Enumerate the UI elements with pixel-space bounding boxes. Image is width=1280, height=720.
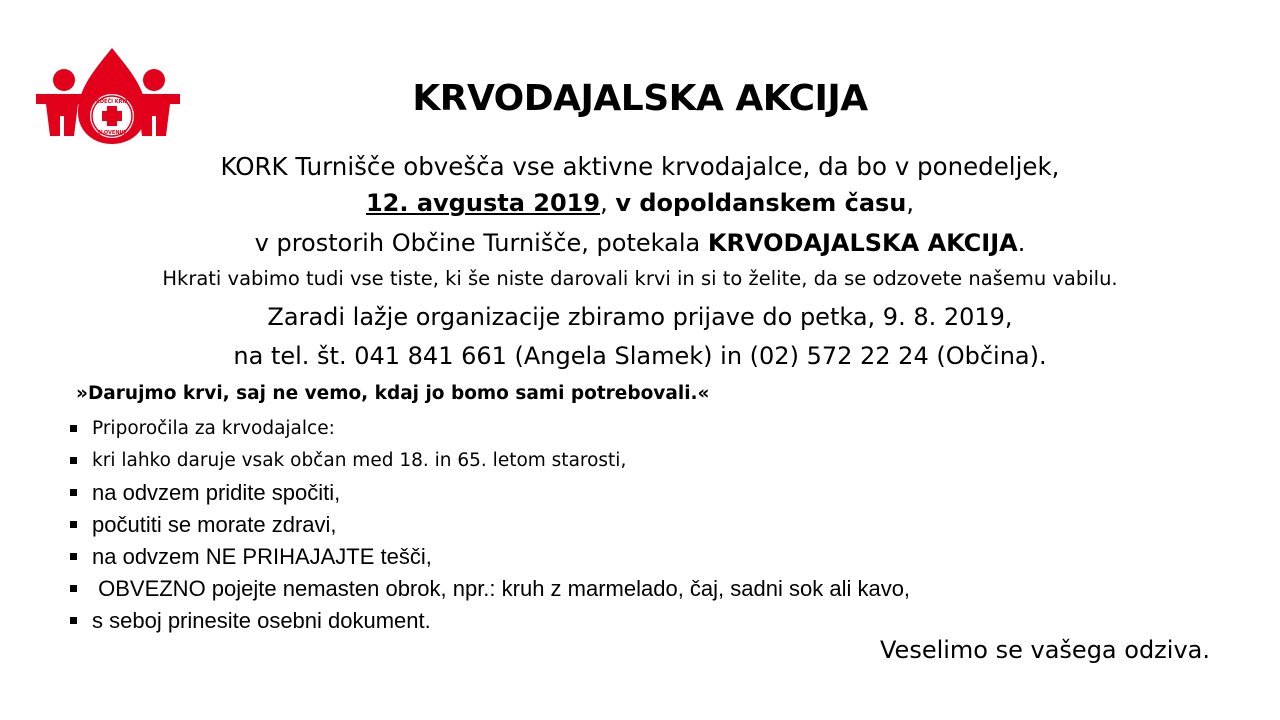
logo-text-top: RDEČI KRIŽ bbox=[96, 99, 128, 105]
registration-line: Zaradi lažje organizacije zbiramo prijave do petka, 9. 8. 2019, bbox=[267, 303, 1013, 331]
bullet-icon bbox=[70, 553, 77, 560]
invitation-line: Hkrati vabimo tudi vse tiste, ki še niste darovali krvi in si to želite, da se odzovete našemu vabilu. bbox=[162, 267, 1118, 290]
date-separator: , bbox=[600, 189, 616, 217]
bullet-icon bbox=[70, 521, 77, 528]
list-item bbox=[68, 573, 910, 605]
motto-quote: »Darujmo krvi, saj ne vemo, kdaj jo bomo sami potrebovali.« bbox=[76, 383, 710, 404]
announcement-line-1: KORK Turnišče obvešča vse aktivne krvodajalce, da bo v ponedeljek, bbox=[220, 152, 1060, 181]
list-item-text: Priporočila za krvodajalce: bbox=[92, 418, 335, 439]
bullet-icon bbox=[70, 489, 77, 496]
page-title: KRVODAJALSKA AKCIJA bbox=[412, 78, 868, 119]
list-item bbox=[68, 413, 910, 445]
list-item bbox=[68, 509, 910, 541]
bullet-icon bbox=[70, 457, 77, 464]
list-item bbox=[68, 541, 910, 573]
event-location: v prostorih Občine Turnišče, potekala bbox=[254, 229, 708, 257]
event-name: KRVODAJALSKA AKCIJA bbox=[707, 229, 1018, 257]
bullet-icon bbox=[70, 585, 77, 592]
list-item-text: na odvzem pridite spočiti, bbox=[92, 480, 341, 505]
list-item-text: kri lahko daruje vsak občan med 18. in 65. letom starosti, bbox=[92, 450, 627, 471]
contact-line: na tel. št. 041 841 661 (Angela Slamek) in (02) 572 22 24 (Občina). bbox=[233, 342, 1047, 370]
time-separator: , bbox=[906, 189, 915, 217]
recommendations-list bbox=[68, 413, 910, 637]
list-item bbox=[68, 605, 910, 637]
bullet-icon bbox=[70, 425, 77, 432]
announcement-line-2 bbox=[0, 189, 1280, 217]
event-time: v dopoldanskem času bbox=[615, 189, 907, 217]
list-item-text: s seboj prinesite osebni dokument. bbox=[92, 608, 431, 633]
event-suffix: . bbox=[1017, 229, 1026, 257]
closing-line: Veselimo se vašega odziva. bbox=[880, 636, 1210, 664]
announcement-line-3 bbox=[0, 229, 1280, 257]
logo-text-bottom: SLOVENIJE bbox=[97, 130, 127, 136]
list-item-text: OBVEZNO pojejte nemasten obrok, npr.: kruh z marmelado, čaj, sadni sok ali kavo, bbox=[92, 576, 911, 601]
list-item bbox=[68, 477, 910, 509]
bullet-icon bbox=[70, 617, 77, 624]
event-date: 12. avgusta 2019 bbox=[365, 189, 601, 217]
list-item bbox=[68, 445, 910, 477]
list-item-text: počutiti se morate zdravi, bbox=[92, 512, 337, 537]
list-item-text: na odvzem NE PRIHAJAJTE tešči, bbox=[92, 544, 432, 569]
